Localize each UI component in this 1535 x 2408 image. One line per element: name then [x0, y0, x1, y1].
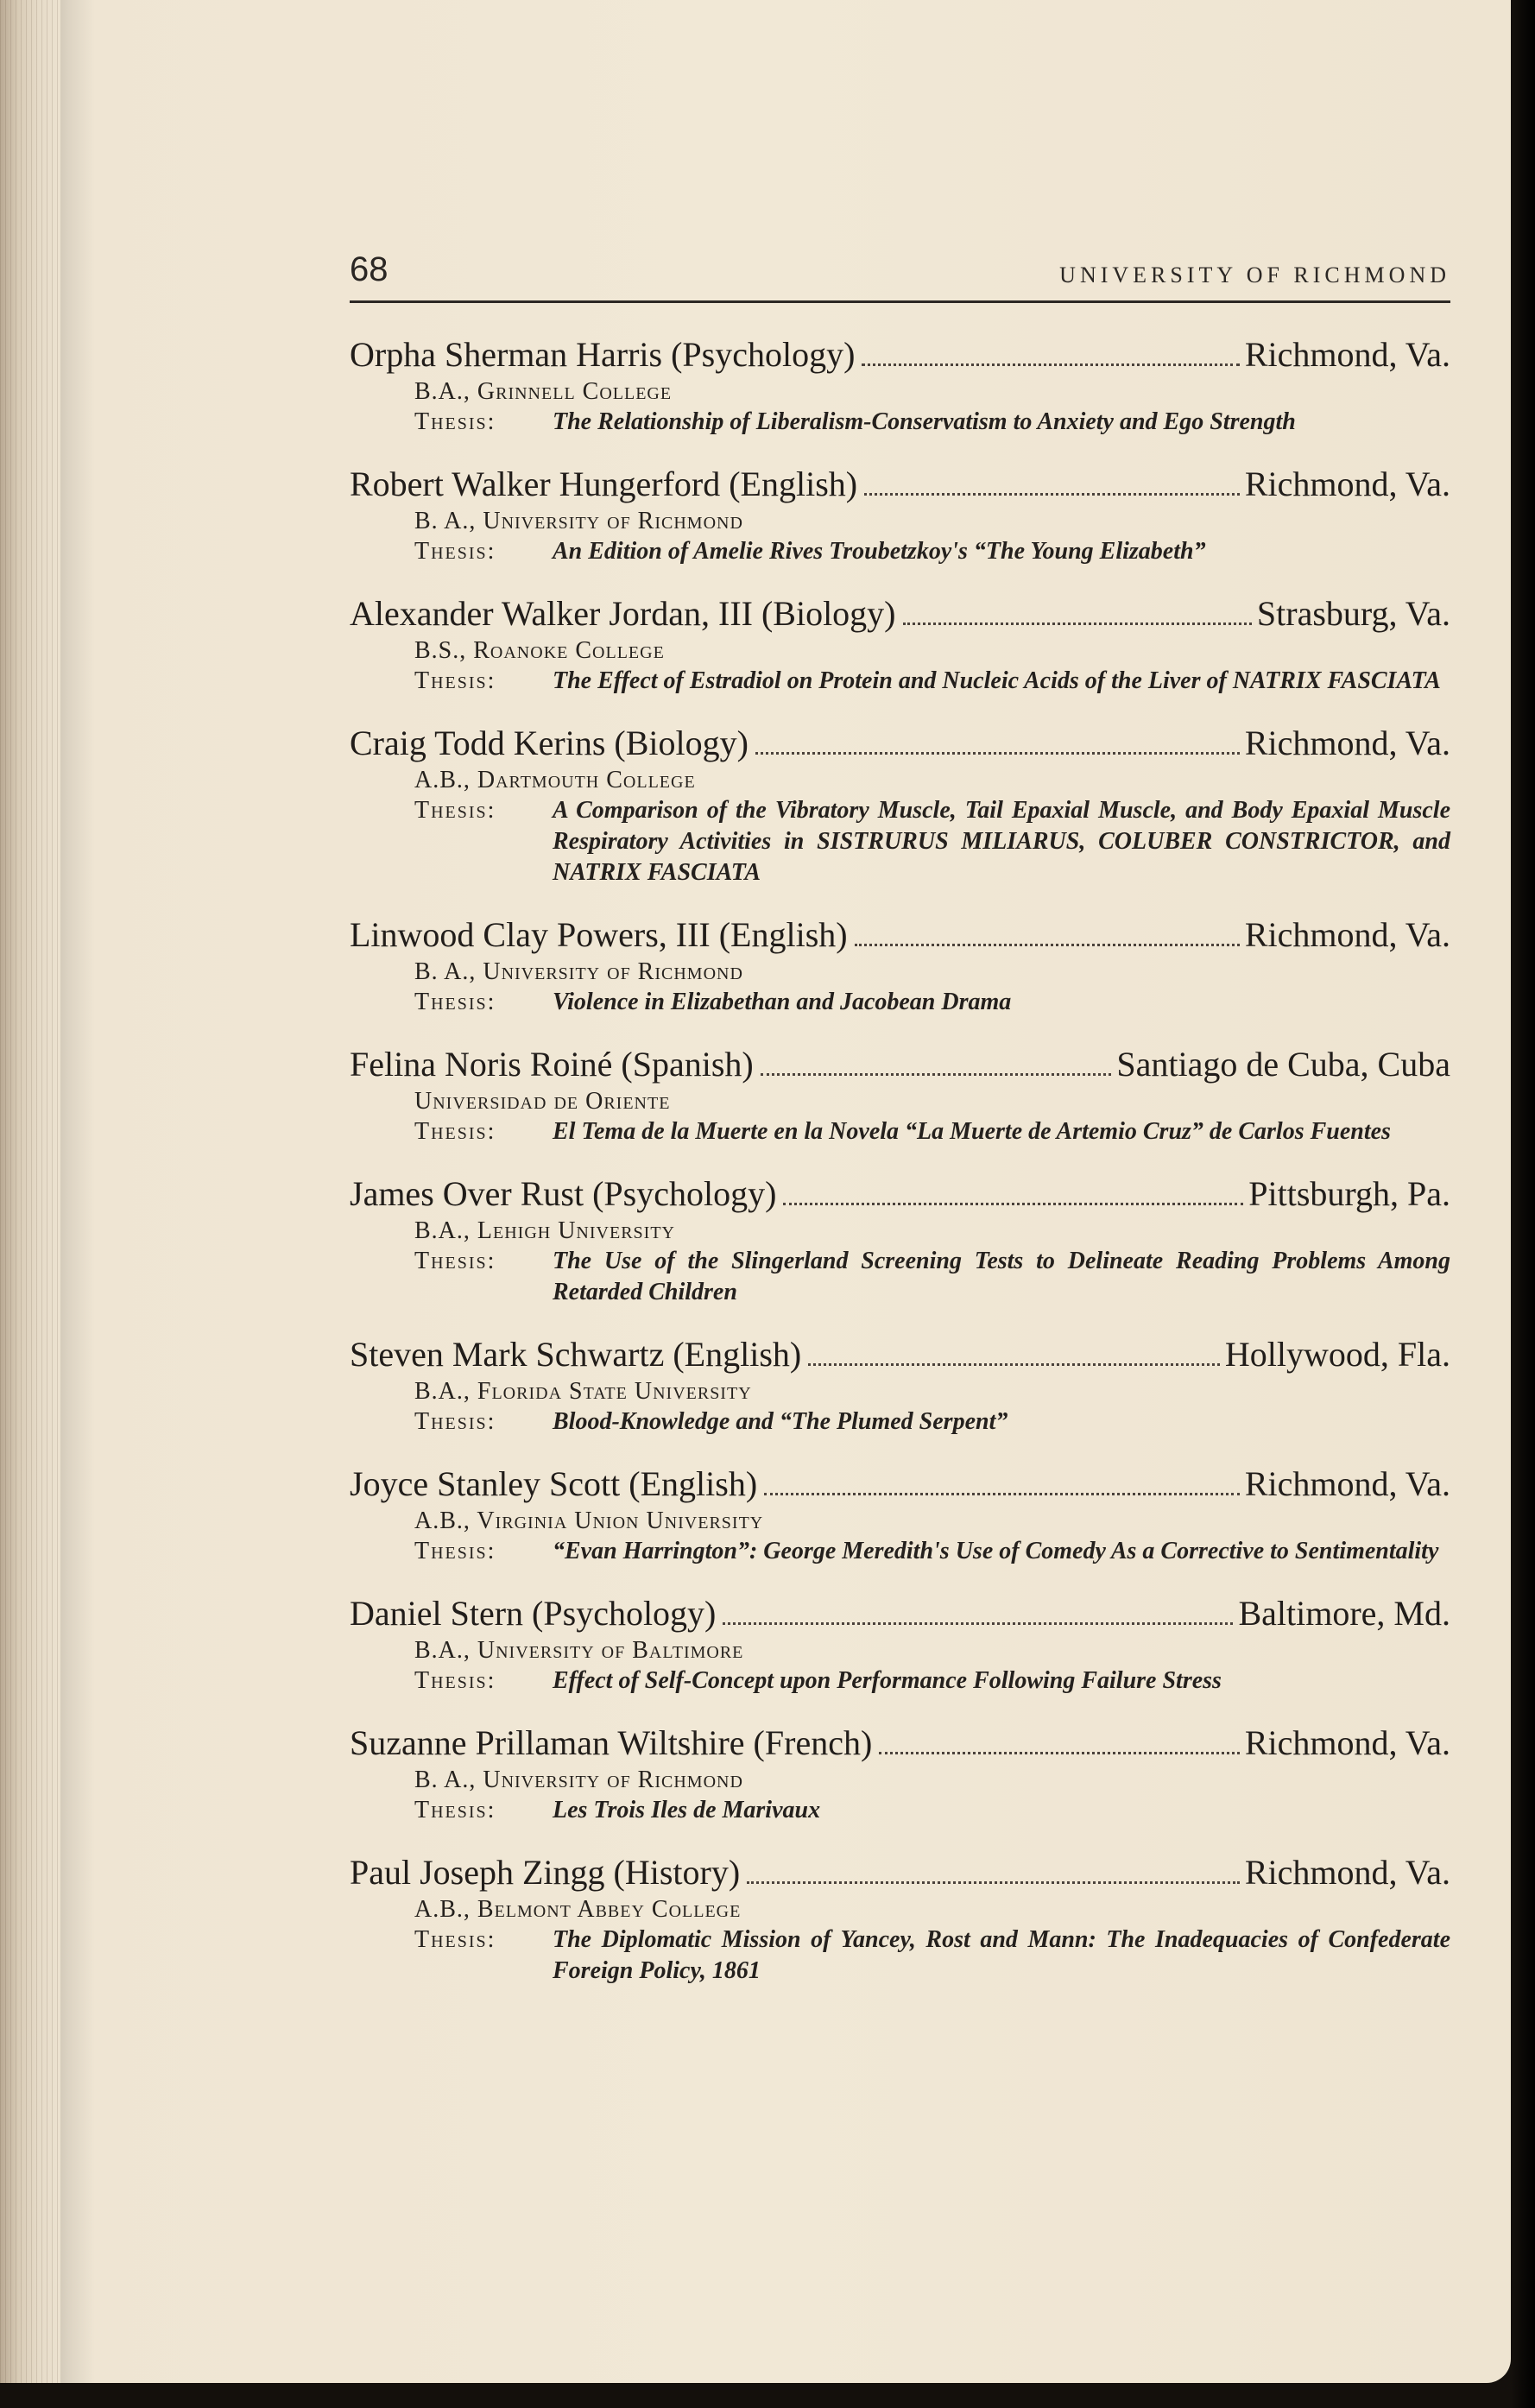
thesis-entry: [350, 332, 1450, 438]
page-header: [350, 242, 1450, 302]
entry-name-line: [350, 721, 1450, 766]
entry-name-line: [350, 1721, 1450, 1766]
spine-shadow: [60, 0, 95, 2383]
student-name: Steven Mark Schwartz (English): [350, 1335, 802, 1374]
thesis-entry: [350, 1462, 1450, 1567]
entry-name-line: [350, 1591, 1450, 1636]
prior-degree: A.B., Dartmouth College: [414, 767, 696, 793]
running-title: UNIVERSITY OF RICHMOND: [1059, 262, 1450, 288]
thesis-line: [414, 1406, 1450, 1438]
thesis-title: The Effect of Estradiol on Protein and Nucleic Acids of the Liver of NATRIX FASCIATA: [553, 667, 1441, 694]
hometown: Richmond, Va.: [1244, 915, 1450, 954]
dot-leader: [808, 1363, 1220, 1366]
dot-leader: [862, 363, 1239, 366]
student-name: Paul Joseph Zingg (History): [350, 1853, 741, 1892]
thesis-line: [414, 1536, 1450, 1567]
prior-degree: Universidad de Oriente: [414, 1088, 671, 1115]
header-rule: [350, 300, 1450, 303]
thesis-entry: [350, 721, 1450, 888]
student-name: Craig Todd Kerins (Biology): [350, 724, 749, 762]
thesis-label: Thesis:: [414, 1248, 496, 1274]
thesis-line: [414, 666, 1450, 697]
thesis-label: Thesis:: [414, 1118, 496, 1145]
thesis-list: [350, 332, 1450, 2011]
prior-degree: B. A., University of Richmond: [414, 508, 743, 534]
hometown: Baltimore, Md.: [1238, 1594, 1450, 1633]
hometown: Richmond, Va.: [1244, 335, 1450, 374]
thesis-title: Blood-Knowledge and “The Plumed Serpent”: [553, 1408, 1008, 1435]
thesis-label: Thesis:: [414, 1667, 496, 1694]
student-name: Felina Noris Roiné (Spanish): [350, 1045, 754, 1084]
thesis-title: Les Trois Iles de Marivaux: [553, 1797, 821, 1823]
thesis-title: The Relationship of Liberalism-Conservatism to Anxiety and Ego Strength: [553, 408, 1296, 435]
entry-name-line: [350, 1172, 1450, 1217]
entry-name-line: [350, 1042, 1450, 1087]
thesis-line: [414, 1116, 1450, 1147]
hometown: Richmond, Va.: [1244, 724, 1450, 762]
prior-degree: B.S., Roanoke College: [414, 637, 665, 664]
thesis-entry: [350, 1850, 1450, 1987]
dot-leader: [783, 1203, 1243, 1205]
thesis-label: Thesis:: [414, 1408, 496, 1435]
thesis-label: Thesis:: [414, 538, 496, 565]
thesis-label: Thesis:: [414, 1926, 496, 1953]
dot-leader: [764, 1493, 1240, 1495]
entry-name-line: [350, 1462, 1450, 1507]
thesis-title: Violence in Elizabethan and Jacobean Drama: [553, 989, 1012, 1015]
student-name: James Over Rust (Psychology): [350, 1174, 777, 1213]
thesis-entry: [350, 913, 1450, 1018]
thesis-label: Thesis:: [414, 408, 496, 435]
thesis-line: [414, 795, 1450, 888]
entry-name-line: [350, 913, 1450, 958]
student-name: Robert Walker Hungerford (English): [350, 465, 858, 503]
thesis-line: [414, 1925, 1450, 1987]
thesis-title: El Tema de la Muerte en la Novela “La Muerte de Artemio Cruz” de Carlos Fuentes: [553, 1118, 1391, 1145]
prior-degree: B. A., University of Richmond: [414, 958, 743, 985]
student-name: Joyce Stanley Scott (English): [350, 1464, 758, 1503]
student-name: Linwood Clay Powers, III (English): [350, 915, 848, 954]
thesis-label: Thesis:: [414, 797, 496, 824]
thesis-title: A Comparison of the Vibratory Muscle, Tail Epaxial Muscle, and Body Epaxial Muscle Respiratory Activities in SISTRURUS MILIARUS, COLUBER CONSTRICTOR, and NATRIX FASCIATA: [553, 797, 1450, 886]
dot-leader: [755, 752, 1240, 755]
dot-leader: [879, 1752, 1240, 1754]
dot-leader: [761, 1073, 1112, 1076]
dot-leader: [855, 944, 1240, 946]
thesis-title: The Use of the Slingerland Screening Tests to Delineate Reading Problems Among Retarded Children: [553, 1248, 1450, 1305]
entry-name-line: [350, 462, 1450, 507]
student-name: Orpha Sherman Harris (Psychology): [350, 335, 856, 374]
thesis-line: [414, 987, 1450, 1018]
scan-edge-shadow: [1511, 0, 1535, 2408]
prior-degree: B.A., Grinnell College: [414, 378, 673, 405]
prior-degree: A.B., Virginia Union University: [414, 1507, 764, 1534]
dot-leader: [864, 493, 1240, 496]
prior-degree: A.B., Belmont Abbey College: [414, 1896, 742, 1923]
hometown: Richmond, Va.: [1244, 1723, 1450, 1762]
thesis-entry: [350, 1042, 1450, 1147]
student-name: Daniel Stern (Psychology): [350, 1594, 717, 1633]
thesis-line: [414, 536, 1450, 567]
thesis-line: [414, 407, 1450, 438]
hometown: Hollywood, Fla.: [1224, 1335, 1450, 1374]
hometown: Richmond, Va.: [1244, 1853, 1450, 1892]
hometown: Richmond, Va.: [1244, 465, 1450, 503]
thesis-entry: [350, 1172, 1450, 1308]
thesis-line: [414, 1665, 1450, 1697]
hometown: Richmond, Va.: [1244, 1464, 1450, 1503]
entry-name-line: [350, 1332, 1450, 1377]
dot-leader: [903, 623, 1252, 625]
thesis-entry: [350, 1332, 1450, 1438]
thesis-line: [414, 1795, 1450, 1826]
thesis-entry: [350, 1591, 1450, 1697]
thesis-entry: [350, 591, 1450, 697]
entry-name-line: [350, 1850, 1450, 1895]
student-name: Suzanne Prillaman Wiltshire (French): [350, 1723, 873, 1762]
thesis-entry: [350, 462, 1450, 567]
thesis-entry: [350, 1721, 1450, 1826]
student-name: Alexander Walker Jordan, III (Biology): [350, 594, 896, 633]
prior-degree: B.A., Florida State University: [414, 1378, 752, 1405]
prior-degree: B. A., University of Richmond: [414, 1766, 743, 1793]
dot-leader: [723, 1622, 1233, 1625]
thesis-title: “Evan Harrington”: George Meredith's Use of Comedy As a Corrective to Sentimentality: [553, 1538, 1439, 1564]
entry-name-line: [350, 591, 1450, 636]
page-number: 68: [350, 250, 388, 288]
thesis-label: Thesis:: [414, 1797, 496, 1823]
dot-leader: [747, 1881, 1240, 1884]
thesis-line: [414, 1246, 1450, 1308]
hometown: Pittsburgh, Pa.: [1248, 1174, 1450, 1213]
entry-name-line: [350, 332, 1450, 377]
prior-degree: B.A., Lehigh University: [414, 1217, 675, 1244]
prior-degree: B.A., University of Baltimore: [414, 1637, 744, 1664]
thesis-title: Effect of Self-Concept upon Performance Following Failure Stress: [553, 1667, 1222, 1694]
thesis-title: The Diplomatic Mission of Yancey, Rost and Mann: The Inadequacies of Confederate Foreign Policy, 1861: [553, 1926, 1450, 1984]
thesis-label: Thesis:: [414, 989, 496, 1015]
page-edges: [0, 0, 60, 2383]
thesis-label: Thesis:: [414, 1538, 496, 1564]
thesis-title: An Edition of Amelie Rives Troubetzkoy's “The Young Elizabeth”: [553, 538, 1206, 565]
hometown: Santiago de Cuba, Cuba: [1116, 1045, 1450, 1084]
thesis-label: Thesis:: [414, 667, 496, 694]
hometown: Strasburg, Va.: [1256, 594, 1450, 633]
